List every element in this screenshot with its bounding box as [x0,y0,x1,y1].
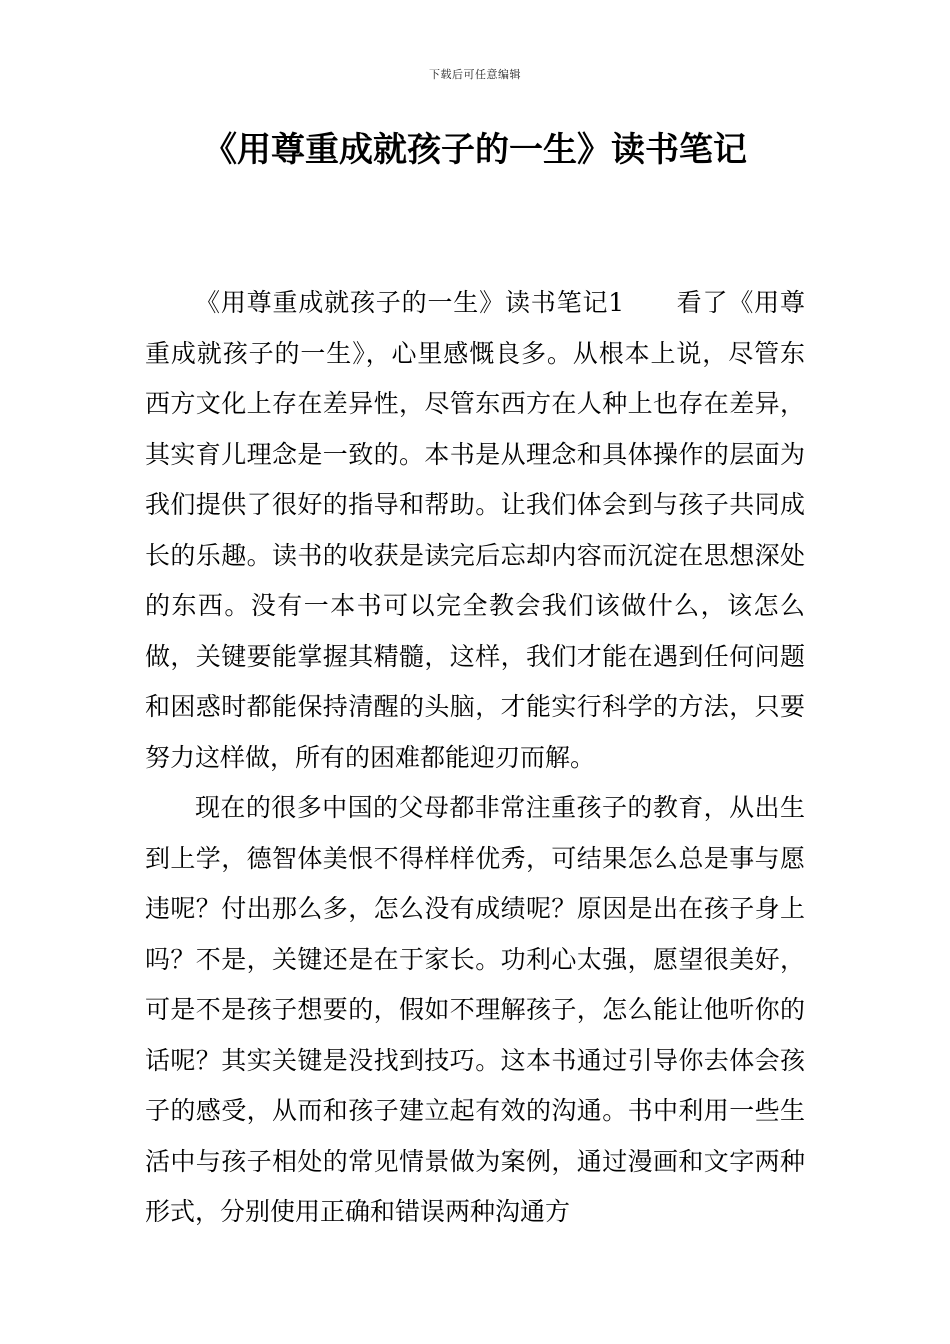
paragraph-1: 《用尊重成就孩子的一生》读书笔记1 看了《用尊重成就孩子的一生》，心里感慨良多。从根本上说，尽管东西方文化上存在差异性，尽管东西方在人种上也存在差异，其实育儿理念是一致的。本书是从理念和具体操作的层面为我们提供了很好的指导和帮助。让我们体会到与孩子共同成长的乐趣。读书的收获是读完后忘却内容而沉淀在思想深处的东西。没有一本书可以完全教会我们该做什么，该怎么做，关键要能掌握其精髓，这样，我们才能在遇到任何问题和困惑时都能保持清醒的头脑，才能实行科学的方法，只要努力这样做，所有的困难都能迎刃而解。 [145,288,805,772]
paragraph-2: 现在的很多中国的父母都非常注重孩子的教育，从出生到上学，德智体美恨不得样样优秀，可结果怎么总是事与愿违呢？付出那么多，怎么没有成绩呢？原因是出在孩子身上吗？不是，关键还是在于家长。功利心太强，愿望很美好，可是不是孩子想要的，假如不理解孩子，怎么能让他听你的话呢？其实关键是没找到技巧。这本书通过引导你去体会孩子的感受，从而和孩子建立起有效的沟通。书中利用一些生活中与孩子相处的常见情景做为案例，通过漫画和文字两种形式，分别使用正确和错误两种沟通方 [145,793,805,1226]
document-body [145,278,805,1238]
header-note: 下载后可任意编辑 [429,68,521,81]
document-title: 《用尊重成就孩子的一生》读书笔记 [203,130,747,170]
